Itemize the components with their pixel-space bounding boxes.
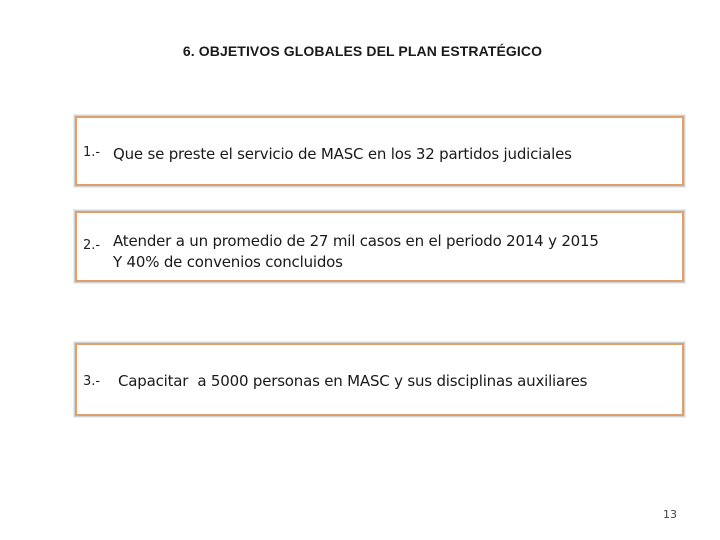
objective-text-3: Capacitar a 5000 personas en MASC y sus disciplinas auxiliares	[118, 372, 588, 390]
objective-number-2: 2.-	[83, 238, 101, 253]
slide-title: 6. OBJETIVOS GLOBALES DEL PLAN ESTRATÉGICO	[182, 43, 543, 59]
objective-text-2-line-1: Atender a un promedio de 27 mil casos en el periodo 2014 y 2015	[113, 232, 599, 250]
objective-number-3: 3.-	[83, 374, 101, 389]
page-number: 13	[663, 508, 677, 521]
objective-number-1: 1.-	[83, 145, 101, 160]
objective-text-2-line-2: Y 40% de convenios concluidos	[113, 253, 343, 271]
objective-text-1: Que se preste el servicio de MASC en los 32 partidos judiciales	[113, 145, 572, 163]
